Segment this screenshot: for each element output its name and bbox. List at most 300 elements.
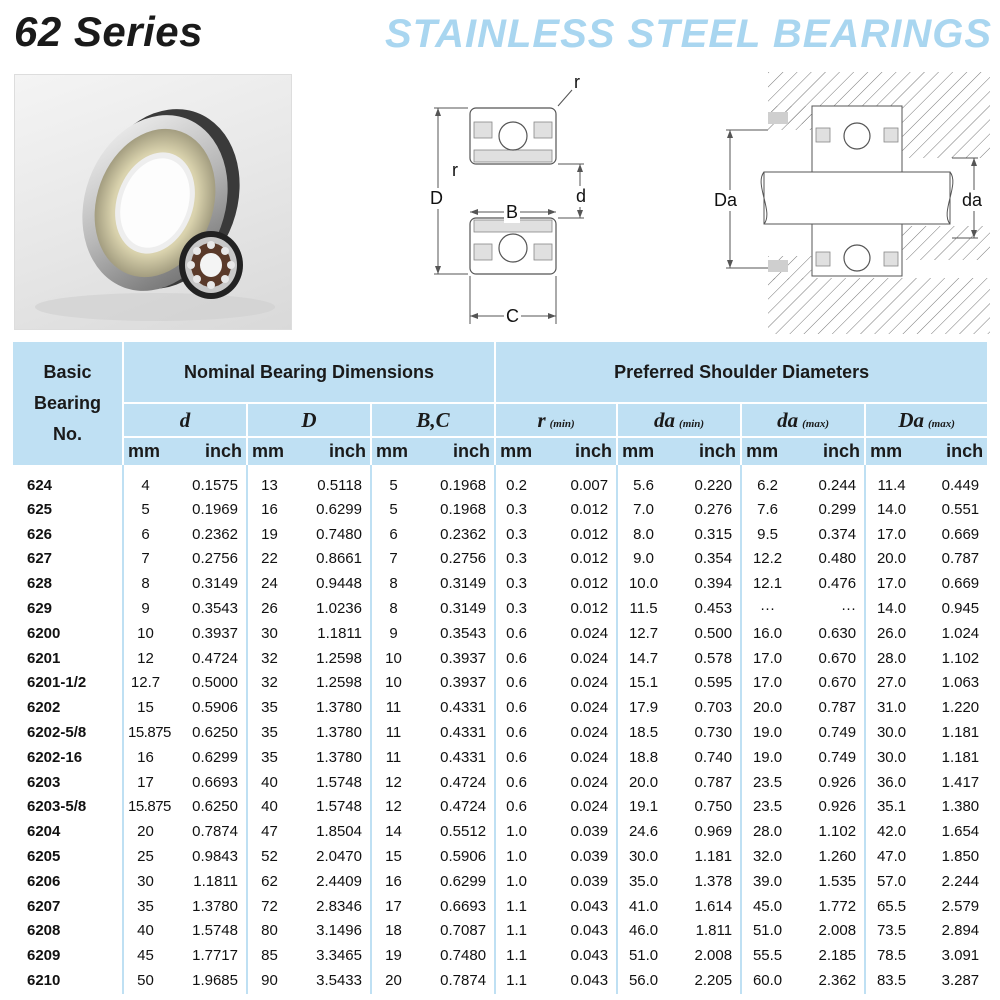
cell-mm: 15.875 — [123, 720, 167, 745]
cell-inch: 1.8504 — [316, 823, 362, 841]
header-unit-inch: inch — [793, 437, 865, 465]
cell-inch: 0.551 — [941, 500, 980, 518]
header-group-2: B,C — [371, 403, 495, 437]
cell-inch: 0.787 — [818, 699, 857, 717]
table-row — [13, 621, 987, 646]
cell-mm: 36.0 — [865, 770, 917, 795]
table-row — [13, 571, 987, 596]
cell-inch: 0.8661 — [316, 550, 362, 568]
cell-inch: 0.669 — [941, 525, 980, 543]
bearing-number: 629 — [27, 600, 53, 618]
cell-inch: 2.362 — [818, 971, 857, 989]
bearing-number: 6201-1/2 — [27, 674, 87, 692]
cell-inch: 0.4724 — [440, 773, 487, 791]
brand-title: STAINLESS STEEL BEARINGS — [384, 12, 992, 56]
cell-inch: 0.670 — [818, 674, 857, 692]
header-unit-mm: mm — [865, 437, 917, 465]
cell-inch: 1.260 — [818, 848, 857, 866]
cell-mm: 30.0 — [865, 720, 917, 745]
cell-mm: 83.5 — [865, 968, 917, 993]
cell-inch: 0.3149 — [192, 575, 238, 593]
bearing-number: 6202-16 — [27, 748, 83, 766]
cell-mm: 23.5 — [741, 770, 793, 795]
cell-inch: 0.024 — [570, 798, 609, 816]
cell-mm: 0.3 — [495, 571, 537, 596]
cell-inch: 2.894 — [941, 922, 980, 940]
cell-mm: 90 — [247, 968, 291, 993]
cell-inch: 1.5748 — [316, 773, 362, 791]
cell-inch: 0.6693 — [192, 773, 238, 791]
table-row — [13, 671, 987, 696]
bearing-number: 6202-5/8 — [27, 724, 87, 742]
cell-mm: 19 — [247, 522, 291, 547]
cell-mm: 35.1 — [865, 795, 917, 820]
cell-mm: 57.0 — [865, 869, 917, 894]
header-unit-inch: inch — [167, 437, 247, 465]
cell-mm: 7 — [371, 547, 415, 572]
cell-mm: 12.7 — [617, 621, 669, 646]
cell-inch: 0.595 — [694, 674, 733, 692]
cell-mm: 32 — [247, 646, 291, 671]
cell-mm: 14.0 — [865, 497, 917, 522]
cell-mm: 0.6 — [495, 646, 537, 671]
header-group-5: da (max) — [741, 403, 865, 437]
cell-inch: 0.7480 — [316, 525, 362, 543]
cell-inch: 2.0470 — [316, 848, 362, 866]
cell-mm: 19 — [371, 943, 415, 968]
table-row — [13, 968, 987, 993]
cell-inch: 0.4331 — [440, 724, 487, 742]
cell-mm: 25 — [123, 844, 167, 869]
cell-mm: 31.0 — [865, 695, 917, 720]
cell-mm: 0.6 — [495, 720, 537, 745]
cell-mm: 40 — [247, 795, 291, 820]
cell-inch: 2.579 — [941, 897, 980, 915]
cell-mm: 11.4 — [865, 465, 917, 497]
cell-inch: 1.181 — [941, 748, 980, 766]
cell-mm: 60.0 — [741, 968, 793, 993]
cell-mm: 52 — [247, 844, 291, 869]
table-row — [13, 795, 987, 820]
cell-mm: 17.0 — [741, 646, 793, 671]
cell-inch: 3.091 — [941, 947, 980, 965]
cell-inch: 1.378 — [694, 872, 733, 890]
cell-mm: 8 — [371, 596, 415, 621]
cell-mm: 15 — [371, 844, 415, 869]
label-Da: Da — [714, 190, 738, 210]
cell-inch: 0.3937 — [192, 624, 238, 642]
cell-inch: 1.181 — [941, 724, 980, 742]
cell-mm: 9.0 — [617, 547, 669, 572]
cell-inch: 0.024 — [570, 624, 609, 642]
cell-mm: 14.7 — [617, 646, 669, 671]
cell-inch: 0.3543 — [192, 600, 238, 618]
cell-mm: 18.8 — [617, 745, 669, 770]
cell-inch: 0.043 — [570, 947, 609, 965]
bearing-photo — [14, 74, 292, 330]
cell-mm: 11 — [371, 695, 415, 720]
cell-inch: 0.6250 — [192, 724, 238, 742]
cell-inch: 1.654 — [941, 823, 980, 841]
cell-inch: 0.7480 — [440, 947, 487, 965]
cell-mm: 1.1 — [495, 919, 537, 944]
cell-mm: 15 — [123, 695, 167, 720]
cell-mm: 6.2 — [741, 465, 793, 497]
cell-inch: 0.1575 — [192, 476, 238, 494]
cell-mm: 12.7 — [123, 671, 167, 696]
cell-inch: 0.926 — [818, 773, 857, 791]
cell-inch: 1.1811 — [317, 624, 362, 642]
cell-mm: 35.0 — [617, 869, 669, 894]
cell-inch: 1.102 — [818, 823, 857, 841]
cell-inch: 0.730 — [694, 724, 733, 742]
cell-mm: 12 — [123, 646, 167, 671]
bearing-number: 6202 — [27, 699, 61, 717]
cell-inch: 0.012 — [570, 575, 609, 593]
cell-inch: 0.6299 — [316, 500, 362, 518]
cell-inch: 0.2756 — [440, 550, 487, 568]
cell-mm: 20.0 — [741, 695, 793, 720]
cell-mm: 10.0 — [617, 571, 669, 596]
cell-mm: 0.3 — [495, 596, 537, 621]
cell-mm: 17 — [123, 770, 167, 795]
cell-inch: 0.476 — [818, 575, 857, 593]
cell-inch: 0.024 — [570, 724, 609, 742]
cell-inch: 0.043 — [570, 922, 609, 940]
cell-mm: 15.1 — [617, 671, 669, 696]
cell-mm: 1.1 — [495, 968, 537, 993]
cell-inch: 0.024 — [570, 649, 609, 667]
cell-mm: 55.5 — [741, 943, 793, 968]
cell-inch: 0.394 — [694, 575, 733, 593]
table-row — [13, 465, 987, 497]
table-row — [13, 894, 987, 919]
label-D: D — [430, 188, 443, 208]
cell-mm: 80 — [247, 919, 291, 944]
cell-mm: 17 — [371, 894, 415, 919]
cell-mm: 16 — [123, 745, 167, 770]
label-r-side: r — [452, 160, 458, 180]
cell-mm: 11 — [371, 745, 415, 770]
cell-mm: 20.0 — [617, 770, 669, 795]
cell-inch: 1.5748 — [192, 922, 238, 940]
cell-inch: 1.850 — [941, 848, 980, 866]
cell-inch: 0.1969 — [192, 500, 238, 518]
cell-inch: 1.2598 — [316, 674, 362, 692]
cell-mm: 62 — [247, 869, 291, 894]
cell-inch: 1.063 — [941, 674, 980, 692]
cell-inch: 0.3937 — [440, 674, 487, 692]
cell-inch: 0.7874 — [440, 971, 487, 989]
table-row — [13, 770, 987, 795]
cell-mm: 0.6 — [495, 745, 537, 770]
cell-inch: 0.012 — [570, 550, 609, 568]
cell-inch: 0.043 — [570, 897, 609, 915]
cell-mm: 51.0 — [741, 919, 793, 944]
cell-mm: 20 — [371, 968, 415, 993]
cell-inch: 0.024 — [570, 674, 609, 692]
cell-inch: 0.5906 — [192, 699, 238, 717]
cell-inch: 3.5433 — [316, 971, 362, 989]
cell-inch: 0.4331 — [440, 699, 487, 717]
cell-inch: 1.0236 — [316, 600, 362, 618]
bearing-number: 625 — [27, 500, 53, 518]
cell-inch: 0.703 — [694, 699, 733, 717]
bearing-number: 6203 — [27, 773, 61, 791]
cell-inch: 1.5748 — [316, 798, 362, 816]
cell-inch: 0.6693 — [440, 897, 487, 915]
cell-inch: 0.453 — [694, 600, 733, 618]
table-row — [13, 869, 987, 894]
cell-mm: 1.0 — [495, 844, 537, 869]
cell-mm: 10 — [371, 671, 415, 696]
cell-inch: 0.449 — [941, 476, 980, 494]
table-row — [13, 819, 987, 844]
cell-mm: 47 — [247, 819, 291, 844]
cell-inch: 0.4331 — [440, 748, 487, 766]
header-unit-inch: inch — [415, 437, 495, 465]
label-da: da — [962, 190, 983, 210]
cell-mm: 11.5 — [617, 596, 669, 621]
cell-mm: 0.3 — [495, 497, 537, 522]
cell-inch: 1.1811 — [193, 872, 238, 890]
cell-inch: 0.012 — [570, 525, 609, 543]
cell-mm: 28.0 — [741, 819, 793, 844]
cross-section-diagram — [420, 72, 600, 334]
cell-inch: 0.787 — [941, 550, 980, 568]
table-row — [13, 844, 987, 869]
cell-inch: 0.1968 — [440, 500, 487, 518]
cell-mm: 23.5 — [741, 795, 793, 820]
cell-mm: 11 — [371, 720, 415, 745]
cell-mm: 5.6 — [617, 465, 669, 497]
bearing-number: 6206 — [27, 872, 61, 890]
bearing-number: 6209 — [27, 947, 61, 965]
cell-inch: 1.811 — [695, 922, 733, 940]
cell-inch: 0.299 — [818, 500, 857, 518]
header-unit-mm: mm — [371, 437, 415, 465]
label-C: C — [506, 306, 519, 326]
cell-mm: 24.6 — [617, 819, 669, 844]
cell-inch: 0.9448 — [316, 575, 362, 593]
cell-inch: 0.670 — [818, 649, 857, 667]
cell-inch: 0.7087 — [440, 922, 487, 940]
header-unit-mm: mm — [495, 437, 537, 465]
cell-mm: 12.1 — [741, 571, 793, 596]
cell-mm: 17.0 — [865, 571, 917, 596]
cell-inch: 1.3780 — [316, 724, 362, 742]
table-row — [13, 547, 987, 572]
table-row — [13, 943, 987, 968]
cell-inch: 0.220 — [694, 476, 733, 494]
cell-mm: 19.0 — [741, 720, 793, 745]
cell-inch: 0.007 — [570, 476, 609, 494]
cell-mm: 30 — [123, 869, 167, 894]
cell-inch: 0.480 — [818, 550, 857, 568]
cell-inch: 0.012 — [570, 500, 609, 518]
cell-mm: 72 — [247, 894, 291, 919]
cell-inch: 0.630 — [818, 624, 857, 642]
cell-mm: 12 — [371, 795, 415, 820]
cell-mm: 30.0 — [617, 844, 669, 869]
bearing-number: 6204 — [27, 823, 61, 841]
cell-mm: 5 — [371, 465, 415, 497]
cell-inch: 2.4409 — [316, 872, 362, 890]
header-unit-mm: mm — [247, 437, 291, 465]
cell-mm: 1.0 — [495, 869, 537, 894]
cell-mm: 0.6 — [495, 621, 537, 646]
cell-mm: 42.0 — [865, 819, 917, 844]
header-unit-inch: inch — [669, 437, 741, 465]
cell-inch: 0.969 — [694, 823, 733, 841]
cell-mm: 50 — [123, 968, 167, 993]
cell-inch: 2.205 — [694, 971, 733, 989]
cell-mm: 47.0 — [865, 844, 917, 869]
header-unit-mm: mm — [741, 437, 793, 465]
cell-inch: 0.3937 — [440, 649, 487, 667]
table-row — [13, 695, 987, 720]
cell-inch: 1.220 — [941, 699, 980, 717]
cell-inch: 2.008 — [694, 947, 733, 965]
bearing-number: 6201 — [27, 649, 61, 667]
cell-inch: 1.3780 — [316, 748, 362, 766]
cell-mm: 1.0 — [495, 819, 537, 844]
cell-inch: 0.024 — [570, 748, 609, 766]
cell-inch: 1.3780 — [316, 699, 362, 717]
cell-inch: 0.3149 — [440, 575, 487, 593]
cell-inch: 1.535 — [818, 872, 857, 890]
cell-mm: 65.5 — [865, 894, 917, 919]
cell-mm: 4 — [123, 465, 167, 497]
cell-mm: 6 — [123, 522, 167, 547]
cell-inch: 0.5000 — [192, 674, 238, 692]
cell-mm: 1.1 — [495, 943, 537, 968]
cell-inch: 3.1496 — [316, 922, 362, 940]
cell-inch: 0.5512 — [440, 823, 487, 841]
cell-mm: 35 — [247, 695, 291, 720]
bearing-number: 627 — [27, 550, 53, 568]
table-row — [13, 497, 987, 522]
header-unit-inch: inch — [537, 437, 617, 465]
cell-mm: 78.5 — [865, 943, 917, 968]
cell-mm: 35 — [123, 894, 167, 919]
cell-inch: 0.374 — [818, 525, 857, 543]
cell-mm: 16 — [247, 497, 291, 522]
cell-inch: 0.2362 — [192, 525, 238, 543]
cell-mm: 26.0 — [865, 621, 917, 646]
cell-mm: 56.0 — [617, 968, 669, 993]
cell-inch: 0.945 — [941, 600, 980, 618]
header-group-6: Da (max) — [865, 403, 987, 437]
cell-inch: 0.024 — [570, 773, 609, 791]
cell-mm: 73.5 — [865, 919, 917, 944]
mounting-diagram — [712, 72, 990, 334]
cell-inch: 0.578 — [694, 649, 733, 667]
table-row — [13, 919, 987, 944]
cell-inch: 0.500 — [694, 624, 733, 642]
cell-mm: 9 — [371, 621, 415, 646]
cell-mm: 0.6 — [495, 795, 537, 820]
cell-inch: 1.102 — [941, 649, 980, 667]
cell-mm: 10 — [371, 646, 415, 671]
cell-inch: 3.3465 — [316, 947, 362, 965]
cell-mm: 8 — [371, 571, 415, 596]
cell-inch: 1.772 — [818, 897, 857, 915]
cell-mm: 14.0 — [865, 596, 917, 621]
cell-inch: 1.9685 — [192, 971, 238, 989]
cell-inch: 0.740 — [694, 748, 733, 766]
cell-inch: 0.039 — [570, 872, 609, 890]
cell-mm: 16 — [371, 869, 415, 894]
cell-mm: 22 — [247, 547, 291, 572]
cell-mm: 40 — [123, 919, 167, 944]
cell-inch: 2.8346 — [316, 897, 362, 915]
cell-inch: 0.6299 — [192, 748, 238, 766]
cell-mm: 14 — [371, 819, 415, 844]
cell-inch: 1.181 — [694, 848, 733, 866]
cell-mm: 24 — [247, 571, 291, 596]
label-d: d — [576, 186, 587, 206]
cell-inch: 1.2598 — [316, 649, 362, 667]
cell-inch: 0.750 — [694, 798, 733, 816]
cell-mm: 18.5 — [617, 720, 669, 745]
cell-mm: 32.0 — [741, 844, 793, 869]
cell-inch: 0.5118 — [317, 476, 362, 494]
cell-inch: 2.244 — [941, 872, 980, 890]
cell-mm: 19.0 — [741, 745, 793, 770]
cell-inch: 0.6250 — [192, 798, 238, 816]
cell-mm: 45.0 — [741, 894, 793, 919]
cell-mm: 7 — [123, 547, 167, 572]
bearing-spec-table — [13, 340, 987, 994]
cell-mm: 10 — [123, 621, 167, 646]
cell-inch: 0.3149 — [440, 600, 487, 618]
header-unit-mm: mm — [123, 437, 167, 465]
cell-mm: 0.6 — [495, 695, 537, 720]
cell-mm: 0.2 — [495, 465, 537, 497]
cell-inch: 1.7717 — [192, 947, 238, 965]
header-shoulder-diameters: Preferred Shoulder Diameters — [495, 341, 987, 403]
cell-mm: 28.0 — [865, 646, 917, 671]
cell-mm: 0.6 — [495, 671, 537, 696]
cell-inch: 0.749 — [818, 748, 857, 766]
bearing-number: 626 — [27, 525, 53, 543]
cell-mm: 7.6 — [741, 497, 793, 522]
cell-mm: 16.0 — [741, 621, 793, 646]
table-row — [13, 522, 987, 547]
cell-inch: ··· — [841, 600, 857, 618]
cell-mm: 20.0 — [865, 547, 917, 572]
cell-mm: 5 — [371, 497, 415, 522]
cell-mm: 13 — [247, 465, 291, 497]
cell-mm: 85 — [247, 943, 291, 968]
table-row — [13, 596, 987, 621]
bearing-number: 6200 — [27, 624, 61, 642]
bearing-number: 628 — [27, 575, 53, 593]
cell-mm: 51.0 — [617, 943, 669, 968]
cell-mm: 30.0 — [865, 745, 917, 770]
cell-inch: 0.024 — [570, 699, 609, 717]
cell-inch: 0.2756 — [192, 550, 238, 568]
header-group-1: D — [247, 403, 371, 437]
cell-inch: 1.024 — [941, 624, 980, 642]
cell-inch: 1.614 — [694, 897, 733, 915]
cell-inch: 0.043 — [570, 971, 609, 989]
label-B: B — [506, 202, 519, 222]
cell-mm: 7.0 — [617, 497, 669, 522]
cell-inch: 0.749 — [818, 724, 857, 742]
header-group-4: da (min) — [617, 403, 741, 437]
